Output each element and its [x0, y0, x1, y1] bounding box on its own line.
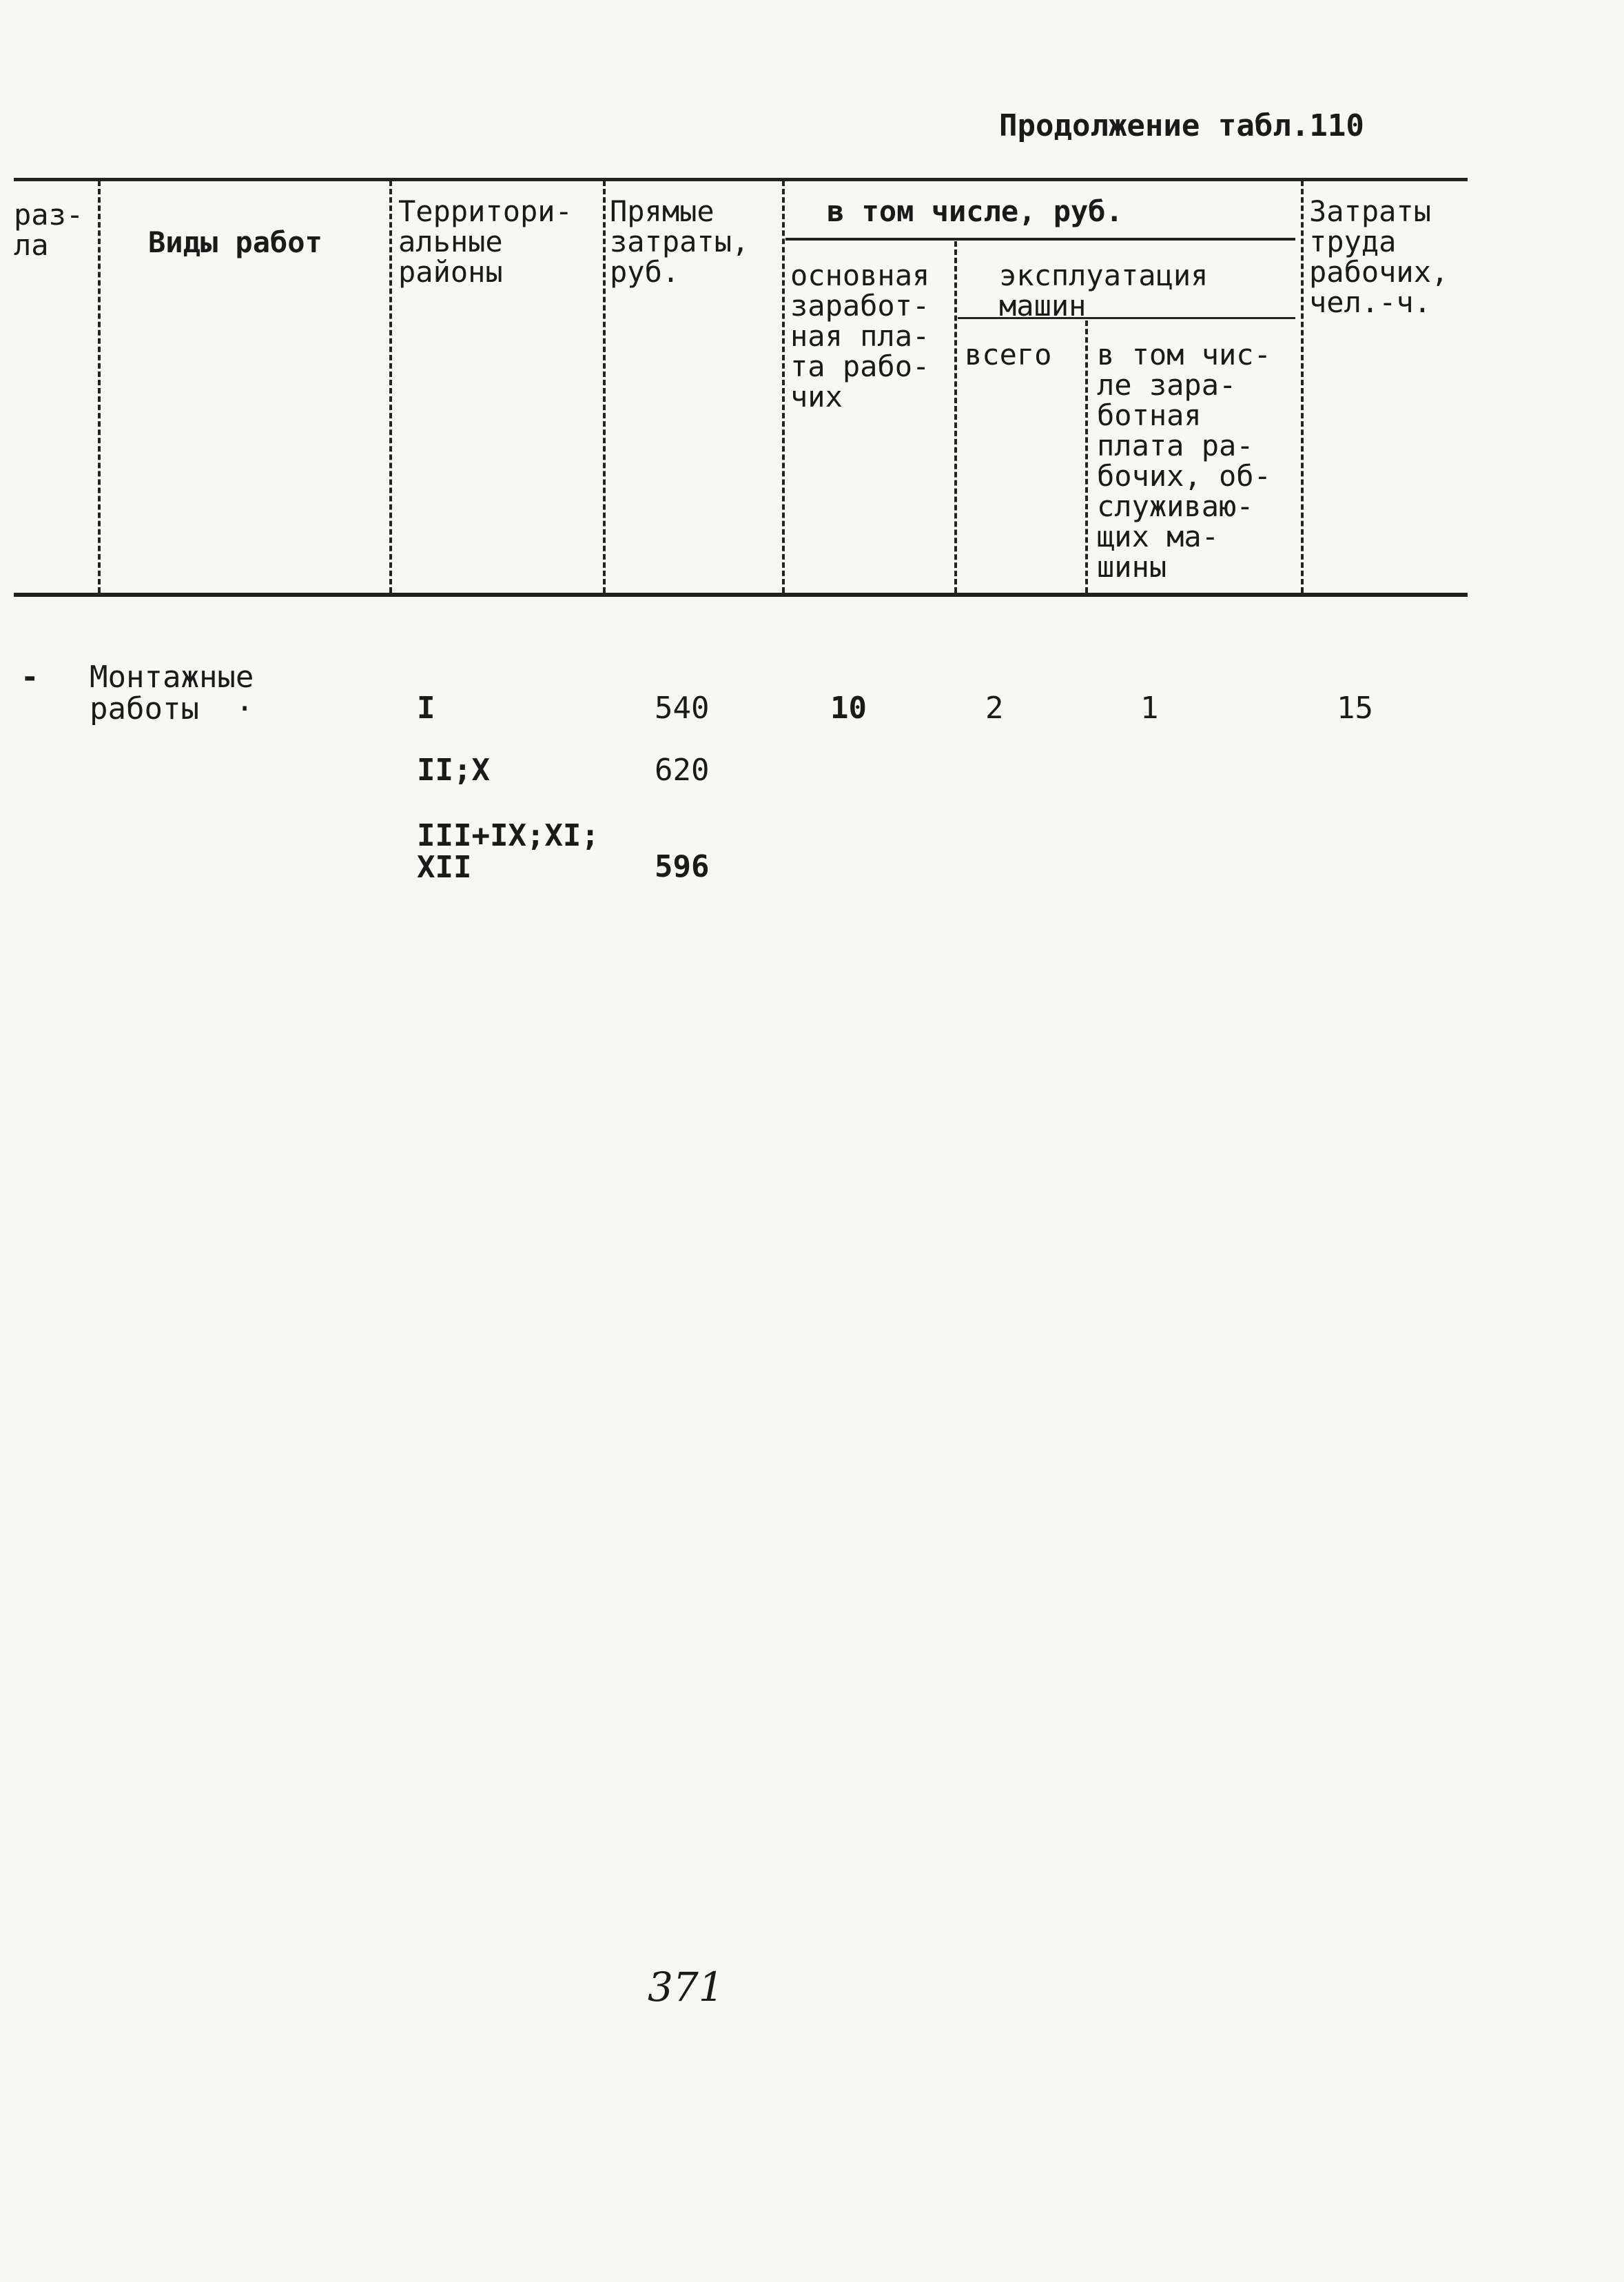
row-work-type: Монтажные работы ·: [90, 660, 254, 726]
col-divider-5: [954, 241, 957, 593]
row-region: II;X: [417, 753, 490, 788]
col-divider-2: [389, 181, 392, 593]
header-direct-costs: Прямые затраты, руб.: [610, 194, 750, 289]
header-operator-wage: в том чис- ле зара- ботная плата ра- бочих, об- служиваю- щих ма- шины: [1097, 338, 1271, 584]
col-divider-7: [1301, 181, 1304, 593]
row-operator-wage: 1: [1140, 691, 1159, 726]
col-divider-6: [1085, 320, 1088, 593]
header-bottom-rule: [14, 593, 1468, 597]
row-region: I: [417, 691, 435, 726]
col-divider-4: [782, 181, 785, 593]
header-including-rub: в том числе, руб.: [827, 194, 1123, 228]
row-dash: -: [21, 660, 39, 695]
row-labor-costs: 15: [1337, 691, 1373, 726]
row-direct-costs: 620: [655, 753, 710, 788]
header-territorial-regions: Территори- альные районы: [398, 194, 573, 289]
row-direct-costs: 540: [655, 691, 710, 726]
row-direct-costs: 596: [655, 849, 710, 884]
header-labor-costs: Затраты труда рабочих, чел.-ч.: [1309, 194, 1449, 319]
header-base-wage: основная заработ- ная пла- та рабо- чих: [790, 258, 930, 414]
row-machine-total: 2: [985, 691, 1004, 726]
row-base-wage: 10: [830, 691, 867, 726]
header-section-cut: раз- ла: [14, 198, 84, 262]
table-top-rule: [14, 178, 1468, 181]
table-continuation-label: Продолжение табл.110: [999, 108, 1364, 143]
including-subheader-rule: [785, 238, 1295, 241]
header-machine-operation: эксплуатация машин: [999, 258, 1209, 323]
header-total: всего: [965, 338, 1052, 371]
col-divider-3: [603, 181, 606, 593]
page-number: 371: [648, 1964, 724, 2010]
row-region: III+IX;XI; XII: [417, 818, 599, 885]
header-work-type: Виды работ: [148, 225, 322, 259]
col-divider-1: [98, 181, 101, 593]
